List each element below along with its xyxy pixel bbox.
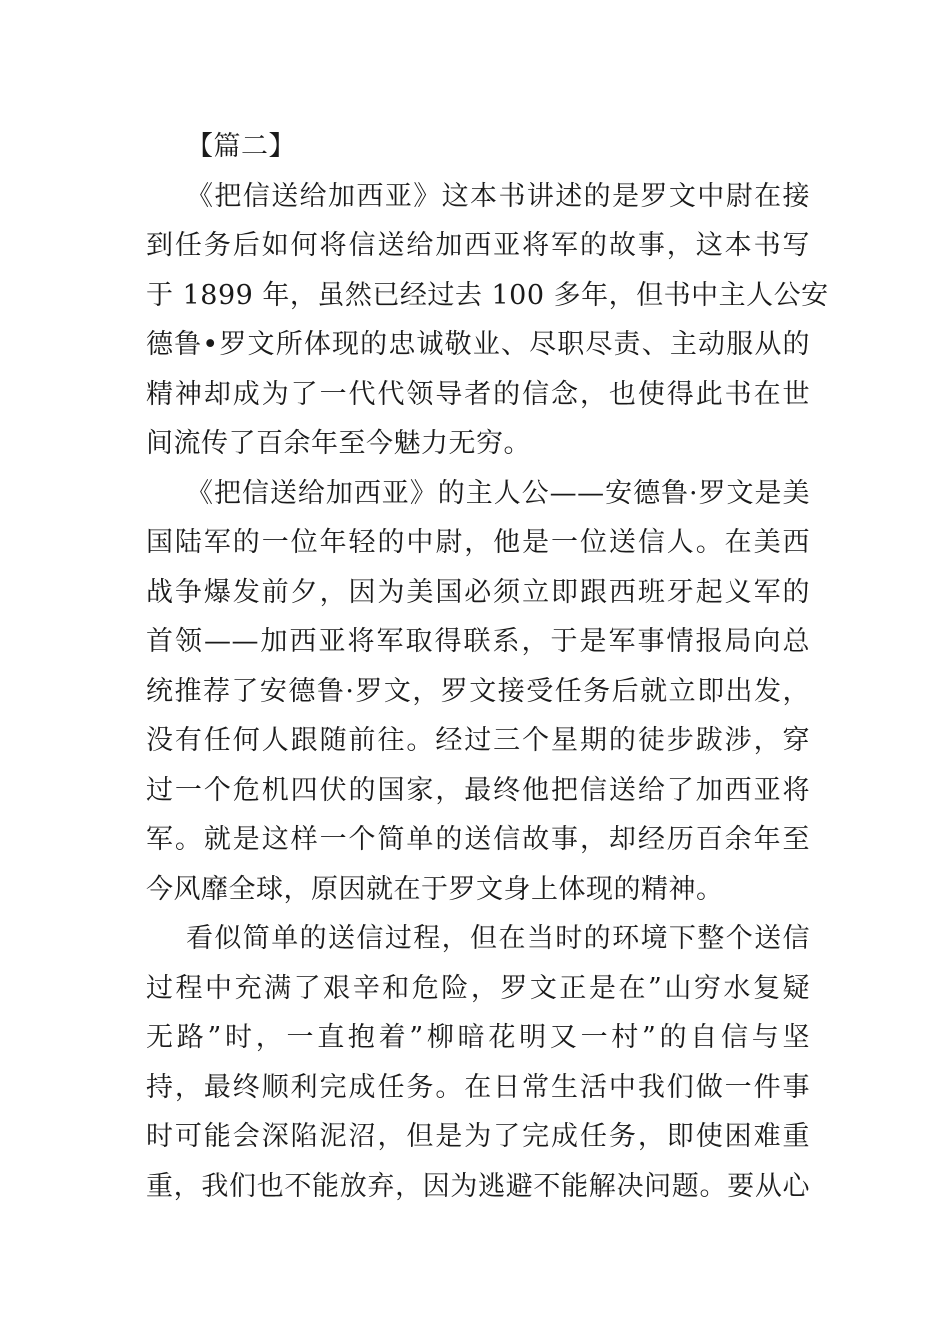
text-line: 《把信送给加西亚》的主人公——安德鲁·罗文是美 [186,477,810,509]
text-line: 德鲁•罗文所体现的忠诚敬业、尽职尽责、主动服从的 [146,329,810,360]
text-line: 《把信送给加西亚》这本书讲述的是罗文中尉在接 [186,180,810,212]
text-line: 首领——加西亚将军取得联系，于是军事情报局向总 [146,626,810,657]
text-line: 统推荐了安德鲁·罗文，罗文接受任务后就立即出发， [146,675,810,707]
text-line: 无路”时，一直抱着”柳暗花明又一村”的自信与坚 [146,1022,810,1053]
text-line: 于 1899 年，虽然已经过去 100 多年，但书中主人公安 [146,279,829,311]
text-line: 过程中充满了艰辛和危险，罗文正是在”山穷水复疑 [146,972,810,1004]
document-body [146,122,829,1211]
text-line: 时可能会深陷泥沼，但是为了完成任务，即使困难重 [146,1121,810,1152]
text-line: 没有任何人跟随前往。经过三个星期的徒步跋涉，穿 [146,725,810,756]
text-line: 过一个危机四伏的国家，最终他把信送给了加西亚将 [146,774,810,806]
paragraph-1 [146,172,829,469]
text-line: 重，我们也不能放弃，因为逃避不能解决问题。要从心 [146,1170,810,1202]
text-line: 持，最终顺利完成任务。在日常生活中我们做一件事 [146,1071,810,1103]
paragraph-2 [146,469,810,915]
text-line: 精神却成为了一代代领导者的信念，也使得此书在世 [146,378,810,410]
text-line: 间流传了百余年至今魅力无穷。 [146,428,531,459]
paragraph-3 [146,914,810,1211]
section-heading: 【篇二】 [186,131,296,162]
text-line: 今风靡全球，原因就在于罗文身上体现的精神。 [146,873,724,905]
text-line: 到任务后如何将信送给加西亚将军的故事，这本书写 [146,230,810,261]
text-line: 战争爆发前夕，因为美国必须立即跟西班牙起义军的 [146,576,810,608]
text-line: 看似简单的送信过程，但在当时的环境下整个送信 [186,923,810,954]
text-line: 军。就是这样一个简单的送信故事，却经历百余年至 [146,824,810,855]
text-line: 国陆军的一位年轻的中尉，他是一位送信人。在美西 [146,527,810,558]
